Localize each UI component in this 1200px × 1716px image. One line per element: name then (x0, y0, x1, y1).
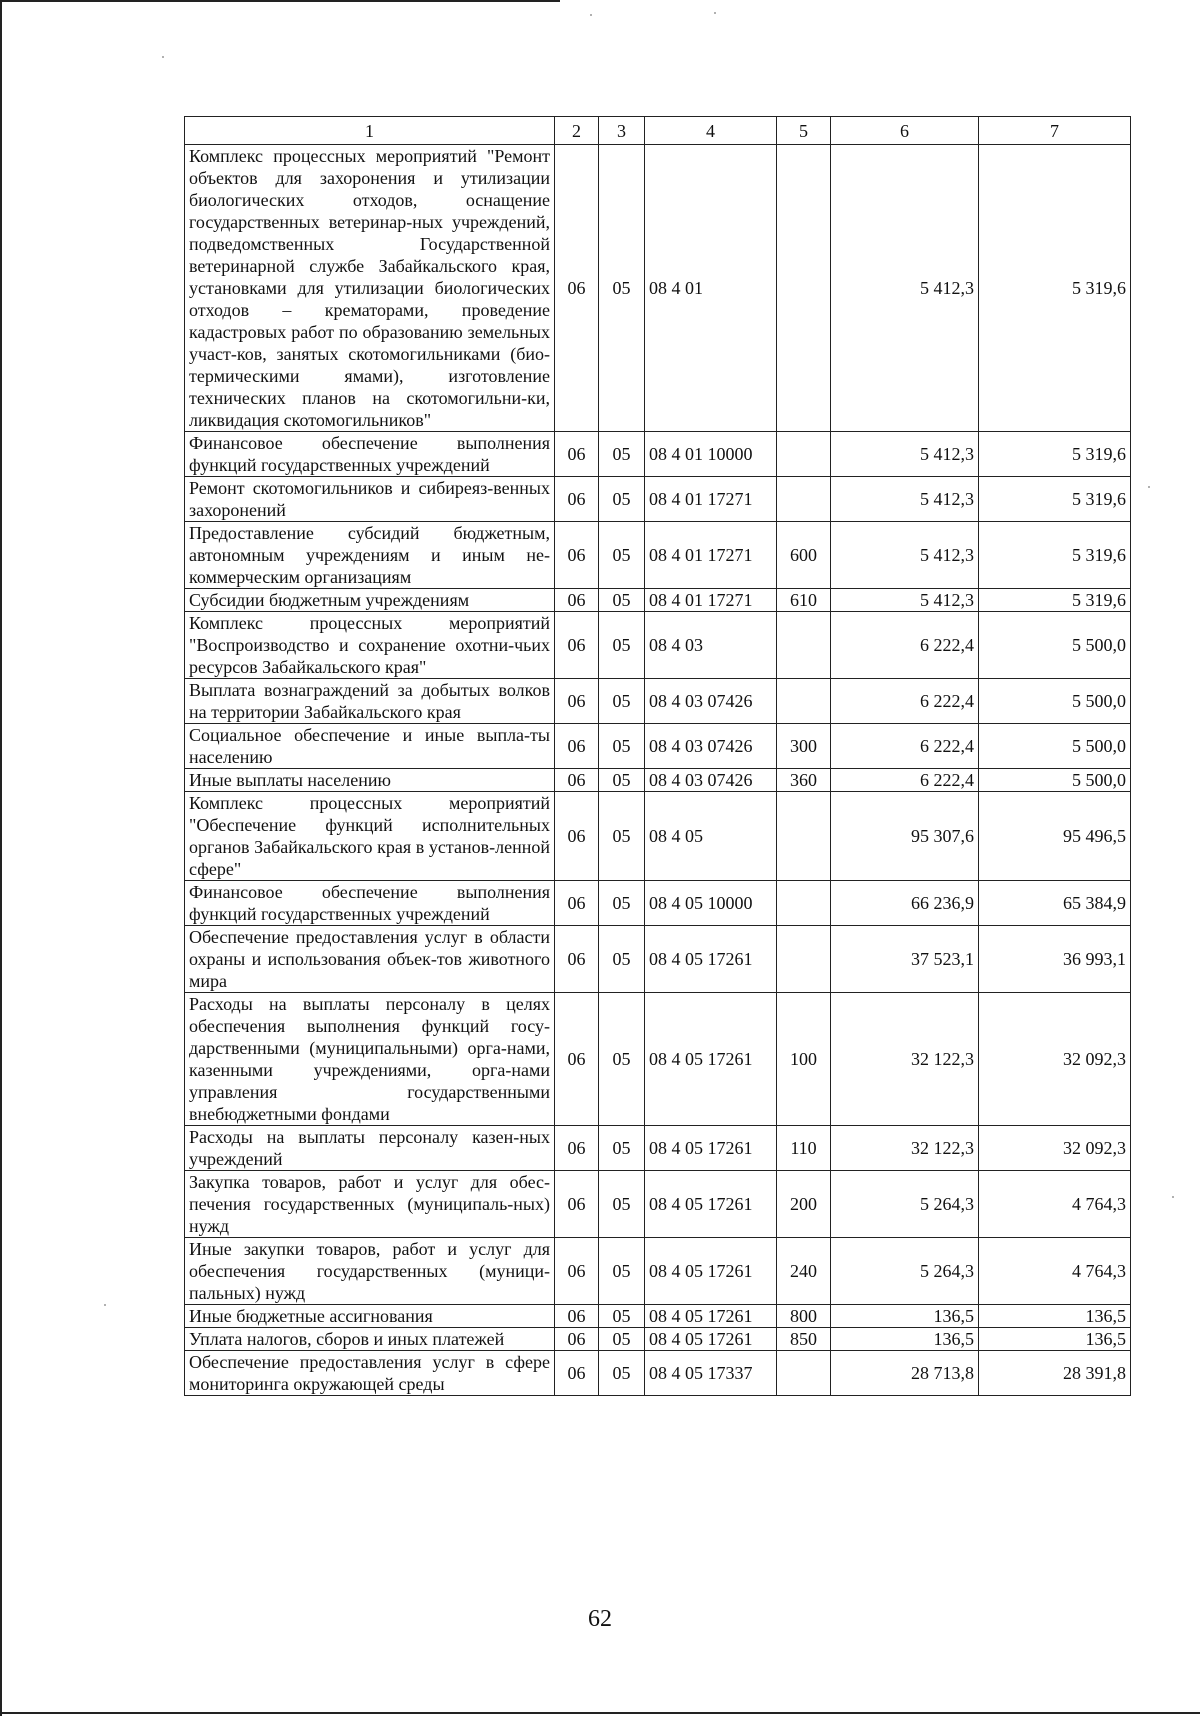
row-amount-year1-cell: 28 713,8 (831, 1351, 979, 1396)
table-row (185, 792, 1131, 881)
row-section-cell: 06 (555, 679, 599, 724)
header-col-6: 6 (831, 117, 979, 145)
table-row (185, 1351, 1131, 1396)
row-subsection-cell: 05 (599, 477, 645, 522)
row-target-article-cell: 08 4 01 10000 (645, 432, 777, 477)
row-amount-year2-cell: 65 384,9 (979, 881, 1131, 926)
row-target-article-cell: 08 4 05 17261 (645, 1305, 777, 1328)
row-name-cell: Комплекс процессных мероприятий "Ремонт объектов для захоронения и утилизации биологических отходов, оснащение государственных ветеринар-ных учреждений, подведомственных Государственной ветеринарной службе Забайкальского края, установками для утилизации биологических отходов – крематорами, проведение кадастровых работ по образованию земельных участ-ков, занятых скотомогильниками (био-термическими ямами), изготовление технических планов на скотомогильни-ки, ликвидация скотомогильников" (185, 145, 555, 432)
row-expense-type-cell (777, 881, 831, 926)
header-col-7: 7 (979, 117, 1131, 145)
row-amount-year1-cell: 6 222,4 (831, 679, 979, 724)
row-expense-type-cell: 360 (777, 769, 831, 792)
row-target-article-cell: 08 4 05 10000 (645, 881, 777, 926)
row-amount-year1-cell: 95 307,6 (831, 792, 979, 881)
table-row (185, 1238, 1131, 1305)
row-subsection-cell: 05 (599, 522, 645, 589)
row-name-cell: Уплата налогов, сборов и иных платежей (185, 1328, 555, 1351)
row-target-article-cell: 08 4 01 17271 (645, 522, 777, 589)
header-col-1: 1 (185, 117, 555, 145)
row-section-cell: 06 (555, 1126, 599, 1171)
row-amount-year1-cell: 136,5 (831, 1305, 979, 1328)
row-amount-year2-cell: 5 319,6 (979, 432, 1131, 477)
row-target-article-cell: 08 4 01 17271 (645, 477, 777, 522)
row-amount-year1-cell: 5 412,3 (831, 145, 979, 432)
header-col-2: 2 (555, 117, 599, 145)
row-name-cell: Субсидии бюджетным учреждениям (185, 589, 555, 612)
row-amount-year1-cell: 5 412,3 (831, 432, 979, 477)
row-amount-year1-cell: 5 264,3 (831, 1171, 979, 1238)
row-section-cell: 06 (555, 881, 599, 926)
table-row (185, 477, 1131, 522)
row-expense-type-cell (777, 926, 831, 993)
row-section-cell: 06 (555, 522, 599, 589)
header-col-4: 4 (645, 117, 777, 145)
row-amount-year1-cell: 37 523,1 (831, 926, 979, 993)
row-subsection-cell: 05 (599, 1328, 645, 1351)
row-expense-type-cell: 600 (777, 522, 831, 589)
row-section-cell: 06 (555, 432, 599, 477)
row-subsection-cell: 05 (599, 792, 645, 881)
row-amount-year2-cell: 28 391,8 (979, 1351, 1131, 1396)
row-section-cell: 06 (555, 1351, 599, 1396)
table-row (185, 1328, 1131, 1351)
header-col-5: 5 (777, 117, 831, 145)
row-subsection-cell: 05 (599, 145, 645, 432)
row-expense-type-cell: 800 (777, 1305, 831, 1328)
row-name-cell: Расходы на выплаты персоналу в целях обеспечения выполнения функций госу-дарственными (муниципальными) орга-нами, казенными учреждениями, орга-нами управления государственными внебюджетными фондами (185, 993, 555, 1126)
row-amount-year2-cell: 95 496,5 (979, 792, 1131, 881)
row-target-article-cell: 08 4 05 (645, 792, 777, 881)
row-amount-year1-cell: 6 222,4 (831, 724, 979, 769)
table-row (185, 1305, 1131, 1328)
row-subsection-cell: 05 (599, 1351, 645, 1396)
row-amount-year2-cell: 5 319,6 (979, 477, 1131, 522)
row-section-cell: 06 (555, 792, 599, 881)
scan-speck (1172, 1196, 1174, 1198)
row-amount-year1-cell: 6 222,4 (831, 769, 979, 792)
row-target-article-cell: 08 4 03 (645, 612, 777, 679)
row-section-cell: 06 (555, 1171, 599, 1238)
row-target-article-cell: 08 4 05 17261 (645, 1171, 777, 1238)
table-row (185, 679, 1131, 724)
row-target-article-cell: 08 4 03 07426 (645, 679, 777, 724)
row-section-cell: 06 (555, 769, 599, 792)
row-amount-year1-cell: 5 412,3 (831, 589, 979, 612)
row-expense-type-cell: 100 (777, 993, 831, 1126)
row-amount-year2-cell: 32 092,3 (979, 993, 1131, 1126)
scan-speck (104, 1304, 106, 1306)
row-subsection-cell: 05 (599, 881, 645, 926)
row-target-article-cell: 08 4 05 17261 (645, 1126, 777, 1171)
table-row (185, 993, 1131, 1126)
row-section-cell: 06 (555, 145, 599, 432)
row-expense-type-cell (777, 792, 831, 881)
table-row (185, 612, 1131, 679)
row-name-cell: Комплекс процессных мероприятий "Обеспечение функций исполнительных органов Забайкальского края в установ-ленной сфере" (185, 792, 555, 881)
table-row (185, 769, 1131, 792)
row-target-article-cell: 08 4 05 17261 (645, 1328, 777, 1351)
row-subsection-cell: 05 (599, 432, 645, 477)
row-section-cell: 06 (555, 926, 599, 993)
row-section-cell: 06 (555, 993, 599, 1126)
row-amount-year2-cell: 4 764,3 (979, 1171, 1131, 1238)
row-subsection-cell: 05 (599, 1171, 645, 1238)
scan-speck (714, 12, 716, 14)
row-name-cell: Комплекс процессных мероприятий "Воспроизводство и сохранение охотни-чьих ресурсов Забайкальского края" (185, 612, 555, 679)
row-expense-type-cell: 110 (777, 1126, 831, 1171)
row-section-cell: 06 (555, 724, 599, 769)
row-amount-year2-cell: 5 500,0 (979, 724, 1131, 769)
row-name-cell: Обеспечение предоставления услуг в сфере мониторинга окружающей среды (185, 1351, 555, 1396)
row-subsection-cell: 05 (599, 679, 645, 724)
row-name-cell: Иные бюджетные ассигнования (185, 1305, 555, 1328)
row-target-article-cell: 08 4 03 07426 (645, 769, 777, 792)
row-section-cell: 06 (555, 1238, 599, 1305)
row-subsection-cell: 05 (599, 1305, 645, 1328)
row-target-article-cell: 08 4 01 (645, 145, 777, 432)
table-header-row (185, 117, 1131, 145)
row-amount-year1-cell: 66 236,9 (831, 881, 979, 926)
table-row (185, 432, 1131, 477)
row-amount-year2-cell: 5 500,0 (979, 769, 1131, 792)
row-section-cell: 06 (555, 477, 599, 522)
table-row (185, 926, 1131, 993)
row-target-article-cell: 08 4 05 17261 (645, 1238, 777, 1305)
table-row (185, 724, 1131, 769)
row-amount-year2-cell: 32 092,3 (979, 1126, 1131, 1171)
row-target-article-cell: 08 4 05 17261 (645, 993, 777, 1126)
row-section-cell: 06 (555, 612, 599, 679)
row-subsection-cell: 05 (599, 1238, 645, 1305)
row-subsection-cell: 05 (599, 589, 645, 612)
row-section-cell: 06 (555, 1328, 599, 1351)
row-name-cell: Предоставление субсидий бюджетным, автономным учреждениям и иным не-коммерческим организациям (185, 522, 555, 589)
row-amount-year2-cell: 136,5 (979, 1328, 1131, 1351)
row-subsection-cell: 05 (599, 926, 645, 993)
row-name-cell: Ремонт скотомогильников и сибиреяз-венных захоронений (185, 477, 555, 522)
row-amount-year1-cell: 6 222,4 (831, 612, 979, 679)
scan-edge-left (0, 0, 2, 1716)
row-name-cell: Иные закупки товаров, работ и услуг для обеспечения государственных (муници-пальных) нужд (185, 1238, 555, 1305)
row-amount-year2-cell: 136,5 (979, 1305, 1131, 1328)
row-amount-year1-cell: 32 122,3 (831, 1126, 979, 1171)
row-subsection-cell: 05 (599, 612, 645, 679)
row-subsection-cell: 05 (599, 724, 645, 769)
row-amount-year2-cell: 5 319,6 (979, 522, 1131, 589)
row-amount-year2-cell: 4 764,3 (979, 1238, 1131, 1305)
row-subsection-cell: 05 (599, 769, 645, 792)
row-expense-type-cell (777, 612, 831, 679)
row-amount-year1-cell: 5 264,3 (831, 1238, 979, 1305)
row-name-cell: Закупка товаров, работ и услуг для обес-печения государственных (муниципаль-ных) нужд (185, 1171, 555, 1238)
scan-edge-bottom (0, 1712, 1200, 1714)
row-subsection-cell: 05 (599, 993, 645, 1126)
row-name-cell: Иные выплаты населению (185, 769, 555, 792)
budget-table (184, 116, 1131, 1396)
row-name-cell: Финансовое обеспечение выполнения функций государственных учреждений (185, 881, 555, 926)
row-amount-year1-cell: 5 412,3 (831, 522, 979, 589)
row-amount-year2-cell: 5 500,0 (979, 679, 1131, 724)
row-amount-year2-cell: 5 319,6 (979, 145, 1131, 432)
table-row (185, 145, 1131, 432)
row-expense-type-cell: 850 (777, 1328, 831, 1351)
row-name-cell: Финансовое обеспечение выполнения функций государственных учреждений (185, 432, 555, 477)
scan-edge-top (0, 0, 560, 2)
table-body (185, 145, 1131, 1396)
scan-speck (590, 14, 592, 16)
row-amount-year2-cell: 5 500,0 (979, 612, 1131, 679)
row-target-article-cell: 08 4 01 17271 (645, 589, 777, 612)
row-amount-year2-cell: 5 319,6 (979, 589, 1131, 612)
row-expense-type-cell: 610 (777, 589, 831, 612)
row-subsection-cell: 05 (599, 1126, 645, 1171)
row-name-cell: Расходы на выплаты персоналу казен-ных учреждений (185, 1126, 555, 1171)
row-target-article-cell: 08 4 03 07426 (645, 724, 777, 769)
row-expense-type-cell (777, 1351, 831, 1396)
row-expense-type-cell (777, 477, 831, 522)
row-name-cell: Социальное обеспечение и иные выпла-ты населению (185, 724, 555, 769)
row-expense-type-cell: 200 (777, 1171, 831, 1238)
scan-speck (162, 56, 164, 58)
row-target-article-cell: 08 4 05 17337 (645, 1351, 777, 1396)
table-row (185, 881, 1131, 926)
row-target-article-cell: 08 4 05 17261 (645, 926, 777, 993)
scan-speck (1148, 486, 1150, 488)
row-section-cell: 06 (555, 1305, 599, 1328)
table-row (185, 1126, 1131, 1171)
page-number: 62 (588, 1606, 612, 1632)
row-expense-type-cell (777, 679, 831, 724)
row-expense-type-cell (777, 145, 831, 432)
row-expense-type-cell: 300 (777, 724, 831, 769)
table-row (185, 522, 1131, 589)
row-amount-year1-cell: 5 412,3 (831, 477, 979, 522)
header-col-3: 3 (599, 117, 645, 145)
row-expense-type-cell: 240 (777, 1238, 831, 1305)
row-amount-year2-cell: 36 993,1 (979, 926, 1131, 993)
row-amount-year1-cell: 32 122,3 (831, 993, 979, 1126)
row-name-cell: Выплата вознаграждений за добытых волков на территории Забайкальского края (185, 679, 555, 724)
row-section-cell: 06 (555, 589, 599, 612)
row-name-cell: Обеспечение предоставления услуг в области охраны и использования объек-тов животного мира (185, 926, 555, 993)
row-amount-year1-cell: 136,5 (831, 1328, 979, 1351)
table-row (185, 1171, 1131, 1238)
row-expense-type-cell (777, 432, 831, 477)
table-row (185, 589, 1131, 612)
